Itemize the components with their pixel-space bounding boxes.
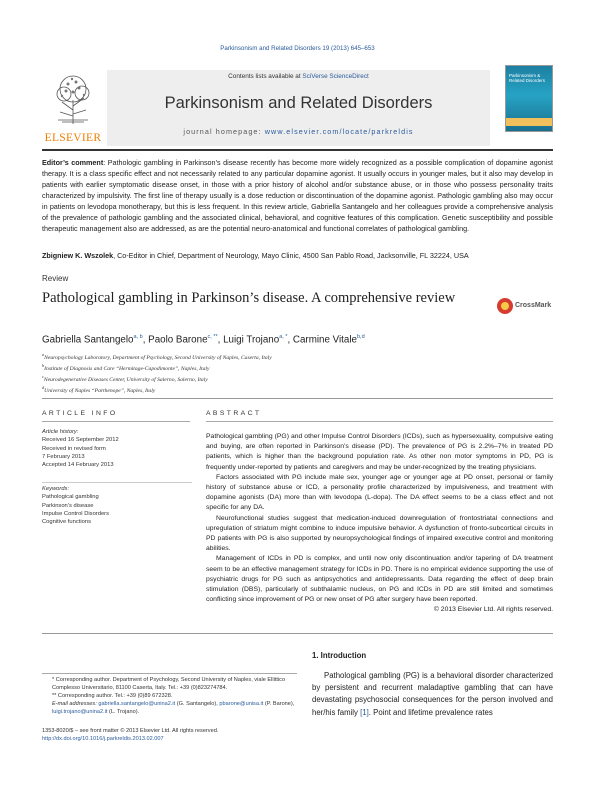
keyword: Pathological gambling	[42, 494, 99, 501]
journal-banner	[107, 70, 490, 146]
author-affiliation-marker[interactable]: a, *	[279, 334, 288, 340]
email-owner: (L. Trojano).	[107, 709, 140, 716]
author-name[interactable]: Luigi Trojano	[223, 334, 280, 346]
history-heading: Article history:	[42, 429, 79, 435]
section-divider	[42, 633, 553, 634]
journal-title: Parkinsonism and Related Disorders	[164, 94, 433, 112]
abstract-paragraph: Pathological gambling (PG) and other Impulse Control Disorders (ICDs), such as hypersexuality, compulsive eating and buying, are often reported in Parkinson’s disease (PD). The prevalence of PG is 2.2%–7% in treated PD patients, which is higher than the background population rate. As other non motor symptoms in PD, PG is frequently under-reported by patients and caregivers and may be under-recognized by the treating physicians.	[206, 433, 553, 471]
author-name[interactable]: Gabriella Santangelo	[42, 334, 134, 346]
history-line: Accepted 14 February 2013	[42, 462, 114, 469]
author-separator: ,	[142, 334, 149, 346]
abstract-rule	[206, 421, 553, 422]
keyword: Cognitive functions	[42, 519, 91, 526]
section-divider	[42, 398, 553, 399]
homepage-prefix: journal homepage:	[183, 127, 265, 136]
affiliation-list	[42, 351, 553, 396]
history-line: 7 February 2013	[42, 453, 85, 460]
issn-line: 1353-8020/$ – see front matter © 2013 Elsevier Ltd. All rights reserved.	[42, 728, 219, 734]
elsevier-tree-icon	[48, 72, 98, 126]
masthead-divider	[42, 149, 553, 151]
affiliation-text: University of Naples “Parthenope”, Naples, Italy	[44, 388, 156, 395]
sciencedirect-link[interactable]: SciVerse ScienceDirect	[302, 73, 369, 80]
author-affiliation-marker[interactable]: a, b	[133, 334, 143, 340]
editors-comment-text: : Pathologic gambling in Parkinson’s disease recently has become more widely recognized as a possible complication of dopamine agonist therapy. It is a class specific effect and not necessarily related to any particular dopamine agonist. It usually occurs in younger males, but it also may develop in patients with earlier symptomatic disease onset, in those with a prior history of alcohol and/or substance abuse, or in those who possess personality traits characterized by impulsivity. The first line of therapy usually is a dose reduction or discontinuation of the dopamine agonist. Pathologic gambling also may occur in patients on levodopa monotherapy, but this is less frequent. In this review article, Gabriella Santangelo and her colleagues provide a comprehensive analysis of the prevalence of pathologic gambling and the associated clinical, behavioral, and cognitive features of this complication. Genetic susceptibility and possible therapeutic management also are addressed, as are the potential neuro-anatomical and functional correlates of pathological gambling.	[42, 158, 553, 233]
history-line: Received in revised form	[42, 445, 106, 452]
article-type: Review	[42, 274, 69, 283]
footnote-emails	[42, 700, 297, 716]
editors-comment	[42, 157, 553, 234]
introduction-heading: 1. Introduction	[312, 651, 367, 660]
abstract-heading: ABSTRACT	[206, 410, 262, 417]
journal-masthead	[42, 70, 553, 146]
editor-name: Zbigniew K. Wszolek	[42, 251, 114, 260]
footnote-corresponding-2: ** Corresponding author. Tel.: +39 (0)89 672328.	[52, 693, 173, 700]
email-link[interactable]: pbarone@unisa.it	[219, 701, 264, 708]
affiliation-text: Neuropsychology Laboratory, Department of Psychology, Second University of Naples, Caserta, Italy	[44, 354, 272, 361]
article-title: Pathological gambling in Parkinson’s disease. A comprehensive review	[42, 290, 456, 306]
journal-cover-image[interactable]	[505, 65, 553, 132]
affiliation-item	[42, 362, 553, 373]
journal-homepage	[107, 127, 490, 136]
abstract-paragraph: Factors associated with PG include male sex, younger age or younger age at PD onset, personal or family history of substance abuse or ICD, a personality profile characterized by impulsiveness, and treatment with dopamine agonists (DA) more than with levodopa (L-dopa). The DA effect seems to be a class effect and not specific for any DA.	[206, 473, 553, 512]
footnote-corresponding-1: * Corresponding author. Department of Psychology, Second University of Naples, viale Ellittico Complesso Universitario, 81100 Caserta, Italy. Tel.: +39 (0)823274784.	[52, 677, 286, 692]
author-separator: ,	[217, 334, 224, 346]
cover-title: Parkinsonism & Related Disorders	[509, 73, 546, 83]
history-line: Received 16 September 2012	[42, 437, 119, 444]
affiliation-item	[42, 373, 553, 384]
email-owner: (P. Barone),	[263, 701, 295, 708]
affiliation-text: Institute of Diagnosis and Care “Hermitage-Capodimonte”, Naples, Italy	[44, 366, 210, 373]
editor-affiliation: , Co-Editor in Chief, Department of Neurology, Mayo Clinic, 4500 San Pablo Road, Jacksonville, FL 32224, USA	[113, 251, 469, 260]
affiliation-item	[42, 384, 553, 395]
author-affiliation-marker[interactable]: c, **	[207, 334, 218, 340]
publisher-name: ELSEVIER	[44, 132, 102, 144]
article-info-rule	[42, 421, 190, 422]
email-owner: (G. Santangelo),	[175, 701, 220, 708]
introduction-paragraph	[312, 670, 553, 719]
keyword: Parkinson’s disease	[42, 502, 94, 509]
affiliation-marker: a	[42, 352, 45, 357]
crossmark-button[interactable]	[497, 298, 555, 314]
abstract-copyright: © 2013 Elsevier Ltd. All rights reserved.	[433, 606, 553, 614]
email-prefix: E-mail addresses:	[52, 701, 99, 708]
affiliation-marker: d	[42, 385, 45, 391]
abstract-paragraph: Management of ICDs in PD is complex, and until now only discontinuation and/or tapering of DA treatment seem to be an effective management strategy for ICDs in PD. There is no empirical evidence supporting the use of psychiatric drugs for PG such as antipsychotics and antidepressants. Data regarding the effect of deep brain stimulation (DBS), particularly of subthalamic nucleus, on PG and ICDs in PD are still limited and sometimes conflicting since improvement of PG or new onset of PG after surgery have been reported.	[206, 555, 553, 604]
crossmark-icon	[497, 298, 513, 314]
email-link[interactable]: luigi.trojano@unina2.it	[52, 709, 108, 716]
article-history	[42, 428, 192, 469]
author-name[interactable]: Carmine Vitale	[292, 334, 357, 346]
publication-info	[42, 727, 297, 743]
intro-text-start: Pathological gambling (PG) is a behavioral disorder characterized by persistent and recurrent maladaptive gambling that can have devastating psychosocial consequences for the person involved and her/his family	[312, 671, 553, 717]
journal-reference[interactable]: Parkinsonism and Related Disorders 19 (2013) 645–653	[220, 45, 375, 52]
editors-comment-label: Editor’s comment	[42, 158, 104, 167]
email-link[interactable]: gabriella.santangelo@unina2.it	[98, 701, 176, 708]
keyword: Impulse Control Disorders	[42, 510, 110, 517]
doi-link[interactable]: http://dx.doi.org/10.1016/j.parkreldis.2013.02.007	[42, 736, 164, 742]
author-name[interactable]: Paolo Barone	[148, 334, 208, 346]
affiliation-marker: b	[42, 363, 45, 369]
intro-text-end: . Point and lifetime prevalence rates	[368, 707, 493, 717]
corresponding-author-footnotes	[42, 673, 297, 716]
author-affiliation-marker[interactable]: b,d	[356, 334, 365, 340]
keywords-heading: Keywords:	[42, 486, 70, 492]
abstract-body	[206, 432, 553, 616]
crossmark-label: CrossMark	[515, 302, 552, 309]
cover-band	[506, 118, 552, 126]
author-list	[42, 334, 553, 345]
keywords-block	[42, 482, 192, 526]
author-separator: ,	[287, 334, 293, 346]
abstract-paragraph: Neurofunctional studies suggest that medication-induced downregulation of frontostriatal connections and upregulation of striatum might combine to induce impulsive behavior. A dysfunction of fronto-subcortical circuits in PD patients with PG is also supported by neuropsychological findings of impaired executive control and monitoring abilities.	[206, 514, 553, 553]
contents-prefix: Contents lists available at	[228, 73, 303, 80]
article-info-heading: ARTICLE INFO	[42, 410, 118, 417]
homepage-link[interactable]: www.elsevier.com/locate/parkreldis	[264, 127, 414, 136]
citation-link[interactable]: [1]	[360, 707, 369, 717]
contents-line	[107, 73, 490, 80]
editor-signature	[42, 251, 553, 260]
elsevier-logo[interactable]	[42, 70, 104, 146]
affiliation-text: Neurodegenerative Diseases Center, University of Salerno, Salerno, Italy	[43, 377, 208, 384]
affiliation-item	[42, 351, 553, 362]
affiliation-marker: c	[42, 374, 44, 380]
